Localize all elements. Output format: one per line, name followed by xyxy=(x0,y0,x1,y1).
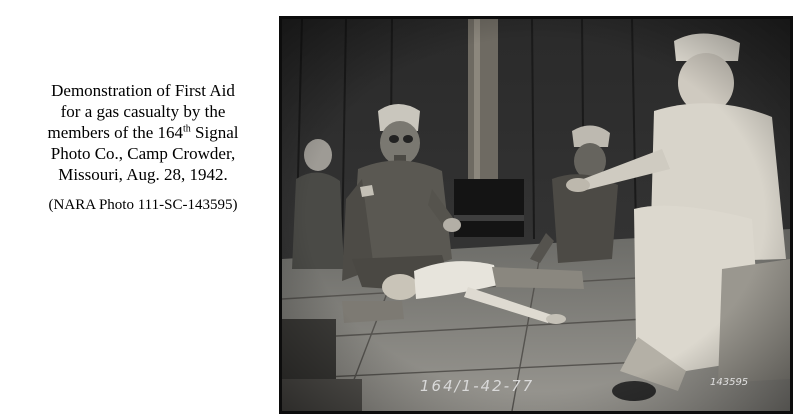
historical-photograph xyxy=(279,16,793,414)
photo-scene xyxy=(282,19,790,411)
caption-line-3-end: Signal xyxy=(190,123,239,142)
photo-vignette xyxy=(282,19,790,411)
ordinal-suffix: th xyxy=(183,123,191,135)
caption-line-4: Photo Co., Camp Crowder, xyxy=(50,144,236,163)
photo-credit: (NARA Photo 111-SC-143595) xyxy=(48,197,238,213)
caption-line-2: for a gas casualty by the xyxy=(60,102,226,121)
photo-serial-number: 143595 xyxy=(710,377,749,388)
photo-caption xyxy=(14,80,272,185)
caption-line-3-start: members of the 164 xyxy=(47,123,183,142)
caption-line-1: Demonstration of First Aid xyxy=(51,81,235,100)
negative-number: 164/1-42-77 xyxy=(420,377,535,395)
caption-line-3 xyxy=(48,123,239,142)
caption-line-5: Missouri, Aug. 28, 1942. xyxy=(58,165,228,184)
caption-block xyxy=(14,80,272,215)
